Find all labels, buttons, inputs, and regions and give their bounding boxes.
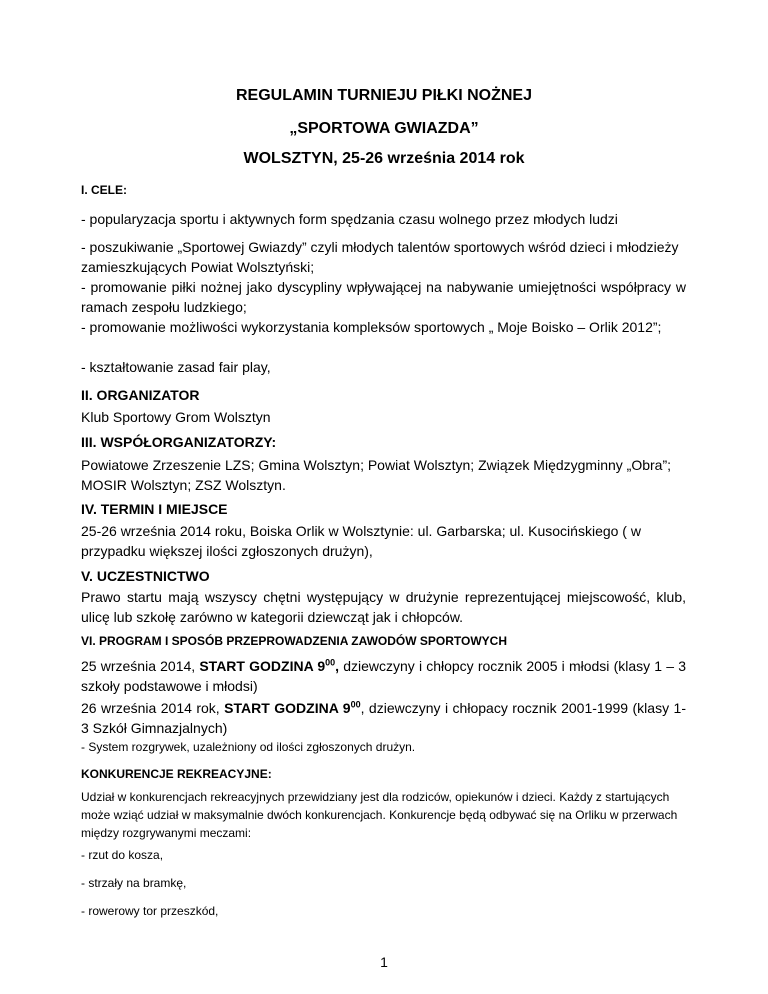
organizator-text: Klub Sportowy Grom Wolsztyn bbox=[81, 409, 271, 425]
program-day-1-start: START GODZINA $9^{00}$, bbox=[199, 657, 340, 674]
section-heading-organizator: II. ORGANIZATOR bbox=[81, 387, 200, 403]
page-number: 1 bbox=[380, 954, 388, 970]
termin-text: 25-26 września 2014 roku, Boiska Orlik w Wolsztynie: ul. Garbarska; ul. Kusocińskiego ( w przypadku większej ilości zgłoszonych drużyn), bbox=[81, 523, 641, 559]
program-day-1-date: 25 września 2014, bbox=[81, 658, 200, 674]
section-heading-cele: I. CELE: bbox=[81, 183, 128, 197]
wspolorganizatorzy-text: Powiatowe Zrzeszenie LZS; Gmina Wolsztyn; Powiat Wolsztyn; Związek Międzygminny „Obra”; MOSIR Wolsztyn; ZSZ Wolsztyn. bbox=[81, 457, 672, 493]
program-day-2 bbox=[81, 698, 686, 738]
section-heading-uczestnictwo: V. UCZESTNICTWO bbox=[81, 568, 210, 584]
title-line-1: REGULAMIN TURNIEJU PIŁKI NOŻNEJ bbox=[235, 87, 532, 104]
title-line-2: „SPORTOWA GWIAZDA” bbox=[289, 120, 479, 137]
program-system-text: - System rozgrywek, uzależniony od ilości zgłoszonych drużyn. bbox=[81, 740, 416, 754]
program-day-2-date: 26 września 2014 rok, bbox=[81, 700, 225, 716]
uczestnictwo-text: Prawo startu mają wszyscy chętni występujący w drużynie reprezentującej miejscowość, klub, ulicę lub szkołę zarówno w kategorii dziewcząt jak i chłopców. bbox=[81, 589, 686, 625]
program-day-2-details: , dziewczyny i chłopacy rocznik 2001-1999 (klasy 1-3 Szkół Gimnazjalnych) bbox=[81, 700, 686, 736]
section-heading-termin: IV. TERMIN I MIEJSCE bbox=[81, 501, 228, 517]
program-day-2-start: START GODZINA $9^{00}$ bbox=[224, 699, 361, 716]
list-item: - strzały na bramkę, bbox=[81, 876, 187, 890]
list-item: - rowerowy tor przeszkód, bbox=[81, 904, 219, 918]
program-day-1 bbox=[81, 656, 686, 696]
section-heading-program: VI. PROGRAM I SPOSÓB PRZEPROWADZENIA ZAWODÓW SPORTOWYCH bbox=[81, 634, 508, 648]
list-item: - poszukiwanie „Sportowej Gwiazdy” czyli młodych talentów sportowych wśród dzieci i młodzieży zamieszkujących Powiat Wolsztyński; bbox=[81, 239, 679, 275]
list-item: - kształtowanie zasad fair play, bbox=[81, 359, 271, 375]
list-item: - popularyzacja sportu i aktywnych form spędzania czasu wolnego przez młodych ludzi bbox=[81, 211, 618, 227]
list-item: - promowanie możliwości wykorzystania kompleksów sportowych „ Moje Boisko – Orlik 2012”; bbox=[81, 319, 662, 335]
list-item: - promowanie piłki nożnej jako dyscypliny wpływającej na nabywanie umiejętności współpracy w ramach zespołu ludzkiego; bbox=[81, 279, 686, 315]
program-day-1-details: dziewczyny i chłopcy rocznik 2005 i młodsi (klasy 1 – 3 szkoły podstawowe i młodsi) bbox=[81, 658, 686, 694]
title-line-3: WOLSZTYN, 25-26 września 2014 rok bbox=[243, 150, 525, 167]
rekreacyjne-text: Udział w konkurencjach rekreacyjnych przewidziany jest dla rodziców, opiekunów i dzieci. Każdy z startujących może wziąć udział w maksymalnie dwóch konkurencjach. Konkurencje będą odbywać się na Orliku w przerwach między rozgrywanymi meczami: bbox=[81, 790, 678, 840]
section-heading-wspolorganizatorzy: III. WSPÓŁORGANIZATORZY: bbox=[81, 434, 277, 450]
list-item: - rzut do kosza, bbox=[81, 848, 164, 862]
section-heading-rekreacyjne: KONKURENCJE REKREACYJNE: bbox=[81, 767, 272, 781]
